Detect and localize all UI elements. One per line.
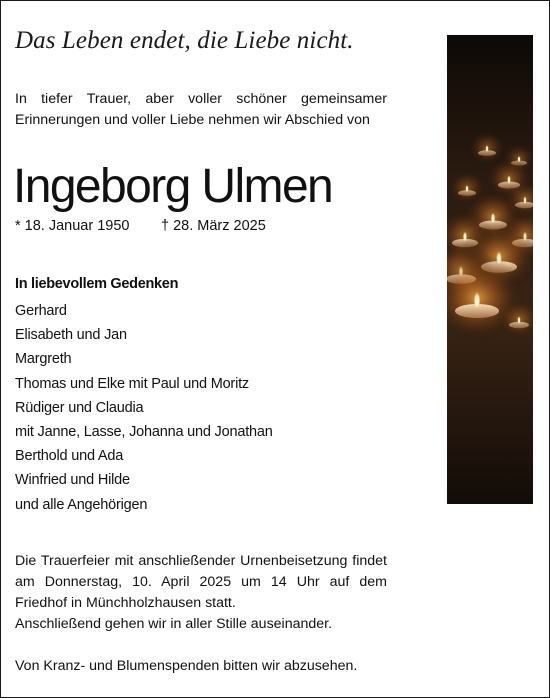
death-date: † 28. März 2025 <box>161 218 266 234</box>
list-item: Thomas und Elke mit Paul und Moritz <box>15 375 249 392</box>
motto: Das Leben endet, die Liebe nicht. <box>15 27 354 54</box>
deceased-name: Ingeborg Ulmen <box>13 160 333 213</box>
list-item: Gerhard <box>15 303 67 319</box>
list-item: Winfried und Hilde <box>15 472 130 489</box>
funeral-text: Die Trauerfeier mit anschließender Urnenbeisetzung findet am Donnerstag, 10. April 2025 um 14 Uhr auf dem Friedhof in Münchholzhausen statt. <box>15 553 387 611</box>
list-item: Berthold und Ada <box>15 448 124 465</box>
candle-flame <box>523 195 526 203</box>
birth-date: * 18. Januar 1950 <box>15 218 130 234</box>
candle-flame <box>507 174 511 183</box>
closing-note: Von Kranz- und Blumenspenden bitten wir abzusehen. <box>15 658 358 674</box>
intro-text: In tiefer Trauer, aber voller schöner gemeinsamer Erinnerungen und voller Liebe nehmen wir Abschied von <box>15 91 387 128</box>
candle-flame <box>485 144 488 152</box>
candles-icon <box>447 35 533 504</box>
list-item: Margreth <box>15 351 72 368</box>
list-item: Elisabeth und Jan <box>15 327 127 344</box>
candle-flame <box>465 184 468 192</box>
mourners-list <box>15 299 273 517</box>
candles-image <box>447 35 533 504</box>
list-item: und alle Angehörigen <box>15 496 148 513</box>
candle-flame <box>517 315 520 323</box>
candle-flame <box>473 290 480 308</box>
list-item: mit Janne, Lasse, Johanna und Jonathan <box>15 424 273 441</box>
list-item: Rüdiger und Claudia <box>15 399 144 416</box>
memory-heading: In liebevollem Gedenken <box>15 276 179 292</box>
life-dates <box>15 218 266 234</box>
funeral-after-text: Anschließend gehen wir in aller Stille auseinander. <box>15 616 333 632</box>
funeral-info <box>15 551 387 635</box>
